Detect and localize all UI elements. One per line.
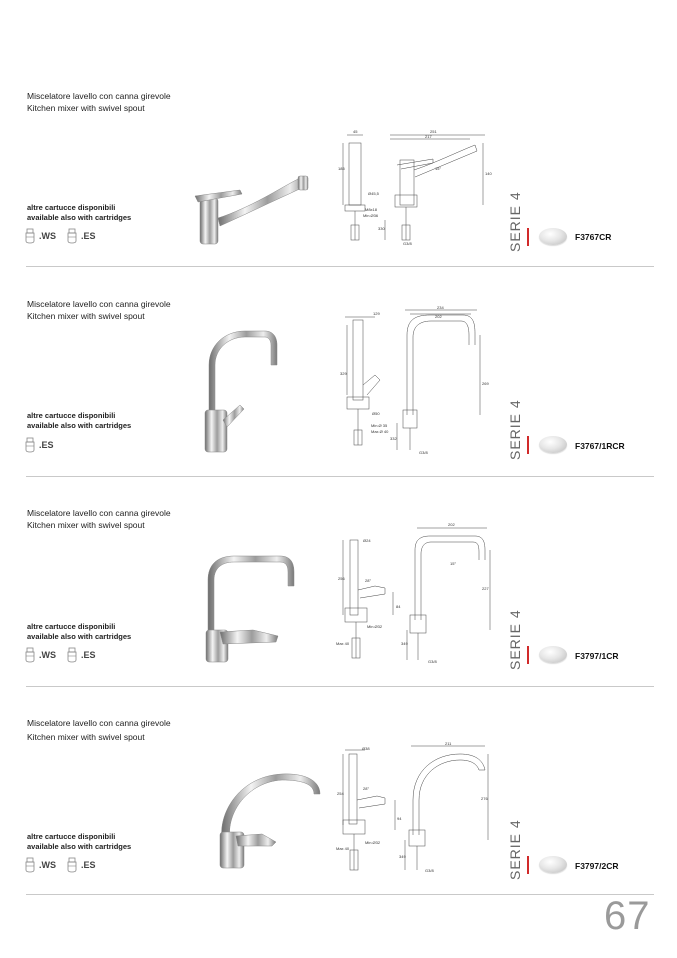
product-title-en: Kitchen mixer with swivel spout — [27, 311, 145, 321]
cartridge-es — [66, 228, 96, 244]
cartridge-es-label: .ES — [81, 231, 96, 241]
dim-label: 211 — [445, 741, 452, 746]
dim-label: Ø38 — [362, 746, 370, 751]
series-label: SERIE 4 — [507, 399, 523, 460]
dim-label: 45 — [353, 129, 358, 134]
chrome-finish-swatch — [539, 646, 567, 663]
dim-label: 84 — [396, 604, 401, 609]
cartridge-ws — [24, 647, 56, 663]
product-photo — [195, 325, 285, 457]
dim-label: Max 40 — [336, 641, 350, 646]
dim-label: Max 40 — [336, 846, 350, 851]
dim-label: 28° — [363, 786, 370, 791]
series-accent-bar — [527, 856, 529, 874]
dim-label: 251 — [430, 129, 437, 134]
cartridge-label-en: available also with cartridges — [27, 632, 132, 641]
series-label: SERIE 4 — [507, 819, 523, 880]
series-accent-bar — [527, 436, 529, 454]
cartridge-icon — [24, 647, 38, 663]
dim-label: 129 — [373, 311, 380, 316]
product-title-en: Kitchen mixer with swivel spout — [27, 732, 145, 742]
cartridge-ws-label: .WS — [39, 650, 56, 660]
section-divider — [26, 894, 654, 895]
dim-label: 332 — [390, 436, 397, 441]
cartridge-icon — [24, 857, 38, 873]
product-title-it: Miscelatore lavello con canna girevole — [27, 508, 171, 518]
product-code: F3797/2CR — [575, 861, 619, 871]
product-title-en: Kitchen mixer with swivel spout — [27, 520, 145, 530]
dim-label: G3/8 — [428, 659, 437, 664]
cartridge-icons — [24, 857, 96, 873]
cartridge-icon — [66, 647, 80, 663]
dim-label: Ø50 — [372, 411, 380, 416]
dim-label: Max.Ø 40 — [371, 429, 389, 434]
cartridge-ws-label: .WS — [39, 231, 56, 241]
dim-label: 185 — [338, 166, 345, 171]
cartridge-icons — [24, 647, 96, 663]
chrome-finish-swatch — [539, 228, 567, 245]
product-code: F3797/1CR — [575, 651, 619, 661]
dim-label: 202 — [448, 522, 455, 527]
series-accent-bar — [527, 228, 529, 246]
cartridge-es-label: .ES — [81, 860, 96, 870]
dim-label: 28° — [365, 578, 372, 583]
cartridge-es-label: .ES — [39, 440, 54, 450]
cartridge-label-en: available also with cartridges — [27, 421, 132, 430]
dim-label: 140 — [485, 171, 492, 176]
cartridge-label-en: available also with cartridges — [27, 842, 132, 851]
product-code: F3767CR — [575, 232, 612, 242]
dim-label: Min.Ø32 — [365, 840, 381, 845]
dim-label: Min.Ø 35 — [371, 423, 388, 428]
dim-label: 329 — [340, 371, 347, 376]
dim-label: Ø45,5 — [368, 191, 379, 196]
series-accent-bar — [527, 646, 529, 664]
technical-drawing — [335, 740, 500, 880]
cartridge-label-it: altre cartucce disponibili — [27, 622, 116, 631]
product-photo — [212, 770, 324, 870]
series-label: SERIE 4 — [507, 191, 523, 252]
dim-label: 94 — [397, 816, 402, 821]
cartridge-label-en: available also with cartridges — [27, 213, 132, 222]
cartridge-label-it: altre cartucce disponibili — [27, 203, 116, 212]
product-title-it: Miscelatore lavello con canna girevole — [27, 718, 171, 728]
cartridge-label-it: altre cartucce disponibili — [27, 411, 116, 420]
chrome-finish-swatch — [539, 856, 567, 873]
dim-label: 217 — [425, 134, 432, 139]
dim-label: Min.Ø36 — [363, 213, 379, 218]
dim-label: 227 — [482, 586, 489, 591]
dim-label: 202 — [435, 314, 442, 319]
section-divider — [26, 686, 654, 687]
dim-label: G3/8 — [403, 241, 412, 246]
dim-label: Ø24 — [363, 538, 371, 543]
cartridge-icon — [24, 228, 38, 244]
cartridge-es — [66, 647, 96, 663]
cartridge-icons — [24, 228, 96, 244]
technical-drawing — [335, 520, 500, 668]
product-title-it: Miscelatore lavello con canna girevole — [27, 299, 171, 309]
cartridge-label-it: altre cartucce disponibili — [27, 832, 116, 841]
cartridge-icon — [24, 437, 38, 453]
cartridge-es-label: .ES — [81, 650, 96, 660]
cartridge-icon — [66, 857, 80, 873]
dim-label: 276 — [481, 796, 488, 801]
dim-label: 15° — [450, 561, 457, 566]
dim-label: 269 — [482, 381, 489, 386]
cartridge-es — [66, 857, 96, 873]
series-label: SERIE 4 — [507, 609, 523, 670]
dim-label: 330 — [378, 226, 385, 231]
page-number: 67 — [604, 894, 651, 938]
cartridge-es — [24, 437, 54, 453]
product-photo — [198, 550, 298, 665]
cartridge-icons — [24, 437, 54, 453]
dim-label: 15° — [435, 166, 442, 171]
dim-label: 254 — [337, 791, 344, 796]
section-divider — [26, 476, 654, 477]
dim-label: 349 — [401, 641, 408, 646]
dim-label: G3/8 — [419, 450, 428, 455]
product-title-en: Kitchen mixer with swivel spout — [27, 103, 145, 113]
cartridge-ws — [24, 228, 56, 244]
dim-label: Min.Ø32 — [367, 624, 383, 629]
product-code: F3767/1RCR — [575, 441, 625, 451]
product-title-it: Miscelatore lavello con canna girevole — [27, 91, 171, 101]
dim-label: 256 — [338, 576, 345, 581]
dim-label: G3/8 — [425, 868, 434, 873]
dim-label: 349 — [399, 854, 406, 859]
cartridge-ws-label: .WS — [39, 860, 56, 870]
cartridge-ws — [24, 857, 56, 873]
technical-drawing — [335, 305, 500, 455]
dim-label: 234 — [437, 305, 444, 310]
cartridge-icon — [66, 228, 80, 244]
dim-label: M8x18 — [365, 207, 378, 212]
chrome-finish-swatch — [539, 436, 567, 453]
section-divider — [26, 266, 654, 267]
